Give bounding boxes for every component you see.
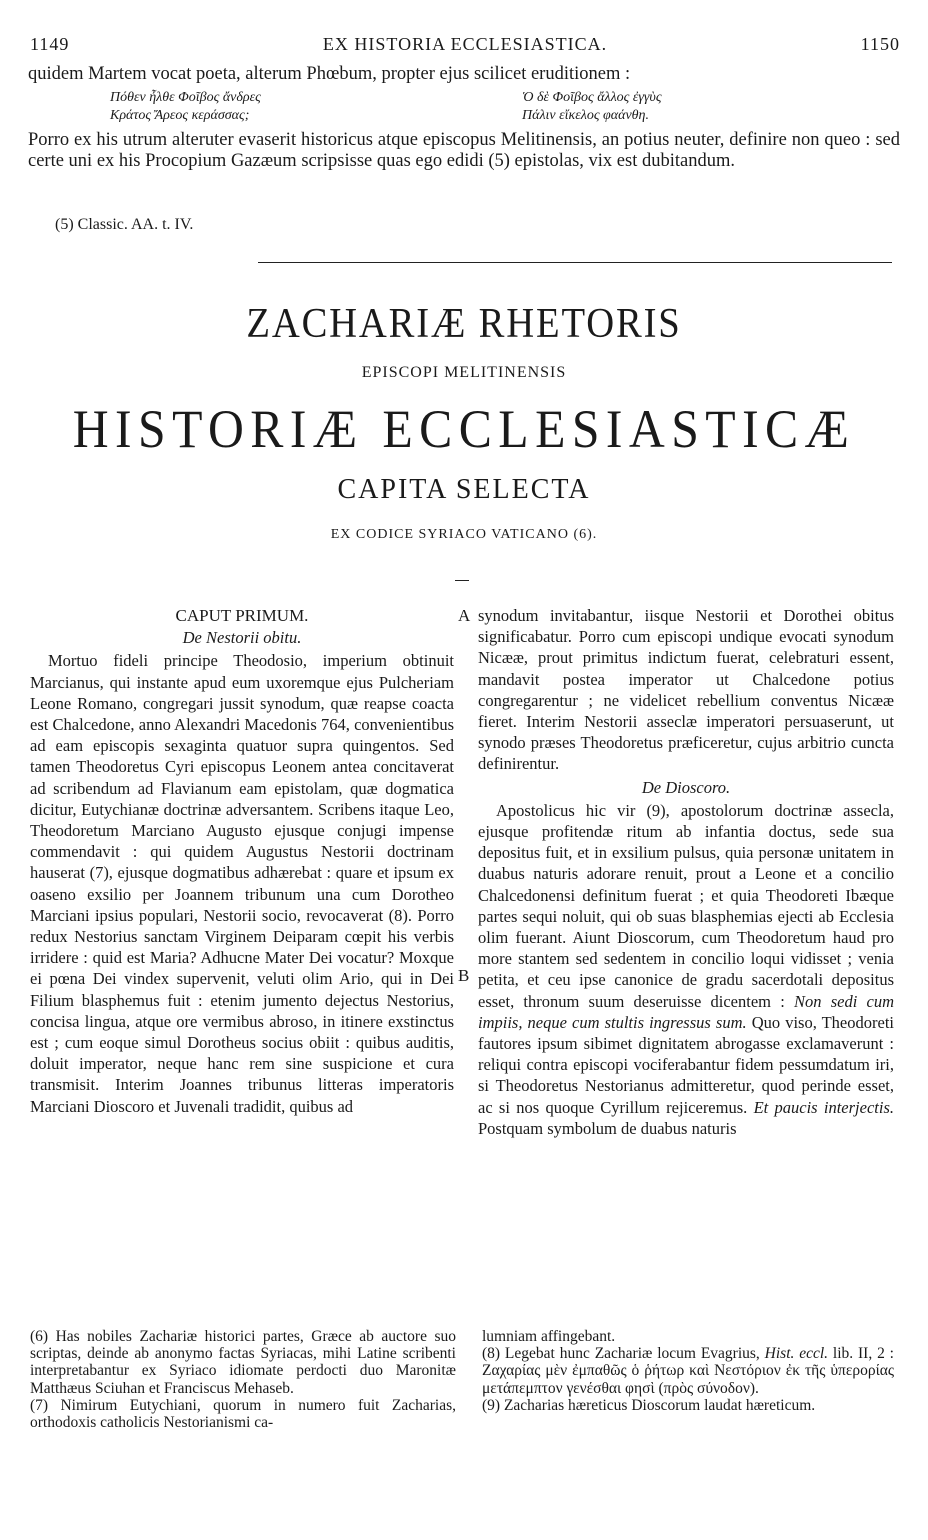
work-title: HISTORIÆ ECCLESIASTICÆ <box>72 399 856 459</box>
source-codex-line: EX CODICE SYRIACO VATICANO (6). <box>330 527 598 542</box>
right-column <box>478 605 894 1139</box>
section-divider <box>258 262 892 263</box>
footnotes-right <box>482 1328 894 1414</box>
footnotes-left <box>30 1328 456 1431</box>
section-subtitle-dioscorus: De Dioscoro. <box>641 777 731 797</box>
capita-selecta-heading: CAPITA SELECTA <box>337 474 591 505</box>
subtitle-episcopi: EPISCOPI MELITINENSIS <box>361 364 567 381</box>
top-continuation-line: quidem Martem vocat poeta, alterum Phœbum, propter ejus scilicet eruditionem : <box>28 64 631 84</box>
footnote-8-greek: lib. II, 2 : Ζαχαρίας μὲν ἐμπαθῶς ὁ ῥήτωρ καὶ Νεστόριον ἐκ τῆς ὑπερορίας μετάπεμπτον γενέσθαι φησὶ (πρὸς σύνοδον). <box>482 1345 894 1397</box>
body-text: Quo viso, Theodoreti fautores ipsum sibimet dignitatem abrogasse exclamaverunt : reliqui contra episcopi vociferabantur fidem pessumdatum iri, si Theodoretus Nestorianus admitteretur, quod perinde esset, ac si nos quoque Cyrillum rejiceremus. <box>478 1012 894 1117</box>
body-paragraph <box>478 800 894 1139</box>
chapter-heading: CAPUT PRIMUM. <box>175 606 309 625</box>
footnote-9: (9) Zacharias hæreticus Dioscorum laudat hæreticum. <box>482 1396 816 1414</box>
page-number-right: 1150 <box>860 34 900 54</box>
running-title: EX HISTORIA ECCLESIASTICA. <box>322 34 608 54</box>
body-paragraph: synodum invitabantur, iisque Nestorii et Dorothei obitus significabatur. Porro cum episcopi undique evocati synodum Nicææ, prout primitus indictum fuerat, celebraturi essent, mandavit postea imperator ut Chalcedone potius congregarentur ; ne videlicet rebellium conventus Nicææ fieret. Interim Nestorii asseclæ imperatori persuaserunt, ut synodo præses Theodoretus præficeretur, cujus arbitrio cuncta definirentur. <box>478 606 894 774</box>
running-header <box>30 34 900 60</box>
footnote-8 <box>482 1345 894 1397</box>
footnote-6: (6) Has nobiles Zachariæ historici partes, Græce ab auctore suo scriptas, deinde ab anonymo factas Syriacas, mihi Latine scribenti interpretabantur ex Syriaco idiomate perdocti duo Maronitæ Matthæus Sciuhan et Franciscus Mehaseb. <box>30 1328 456 1397</box>
footnote-7-continued: lumniam affingebant. <box>482 1328 616 1345</box>
body-text: Postquam symbolum de duabus naturis <box>478 1118 737 1138</box>
footnote-8-text: (8) Legebat hunc Zachariæ locum Evagrius, <box>482 1345 760 1363</box>
quotation: Non sedi cum impiis, neque cum stultis ingressus sum. <box>478 991 895 1032</box>
column-marker-a: A <box>458 606 471 625</box>
short-dash-divider <box>455 580 469 581</box>
body-text: Apostolicus hic vir (9), apostolorum doctrinæ assecla, ejusque profitendæ ritum ab infantia doctus, sede sua depositus fuit, et in exsilium pulsus, quia personæ unitatem in duabus naturis adorare renuit, prout a Leone et a concilio Chalcedonensi definitum fuerat ; et quia Theodoreti Ibæque partes sequi noluit, qui ob suas blasphemias ejecti ab Ecclesia olim fuerant. Aiunt Dioscorum, cum Theodoretum haud pro more stantem sed sedentem in concilio loqui vidisset ; venia petita, et ceu ipse canonice de gradu sacerdotali depositus esset, thronum suum deseruisse dicentem : <box>478 800 894 1011</box>
top-paragraph: Porro ex his utrum alteruter evaserit historicus atque episcopus Melitinensis, an potius neuter, definire non queo : sed certe uni ex his Procopium Gazæum scripsisse quas ego edidi (5) epistolas, vix est dubitandum. <box>28 130 900 171</box>
footnote-8-reference: Hist. eccl. <box>764 1345 829 1363</box>
greek-verse-left: Πόθεν ἦλθε Φοῖβος ἄνδρες <box>110 90 261 105</box>
greek-verse-left: Κράτος Ἄρεος κεράσσας; <box>110 108 250 123</box>
body-paragraph: Mortuo fideli principe Theodosio, imperium obtinuit Marcianus, qui instante apud eum uxoremque ejus Pulcheriam Leone Romano, congregari jussit synodum, quæ reapse coacta est Chalcedone, anno Alexandri Macedonis 764, convenientibus ad eam episcopis sexaginta quatuor supra quingentos. Sed tamen Theodoretus Cyri episcopus Leonem antea concitaverat ad scribendum ad Flavianum eam epistolam, quæ dogmatica dicitur, Eutychianæ doctrinæ adversantem. Scribens itaque Leo, Theodoretum Marciano Augusto ejusque conjugi impense commendavit : qui quidem Augustus Nestorii doctrinam hauserat (7), ejusque dogmatibus adhærebat : quare et ipsum ex oaseno exsilio per Joannem tribunum una cum Dorotheo Marciani ipsius populari, Nestorii socio, revocaverat (8). Porro redux Nestorius sanctam Virginem Deiparam cœpit his verbis irridere : quid est Maria? Adhucne Mater Dei vocatur? Moxque ei pœna Dei vindex supervenit, veluti olim Ario, qui in Dei Filium blasphemus fuit : etenim jumento dejectus Nestorius, concisa lingua, atque ore vermibus abroso, in itinere exstinctus est ; cum eoque simul Dorotheus socius obiit : quibus auditis, doluit imperator, neque hanc rem sine suspicione et cura transmisit. Interim Joannes tribunus litteras imperatoris Marciani Dioscoro et Juvenali tradidit, quibus ad <box>30 651 454 1116</box>
left-column <box>30 605 454 1117</box>
section-subtitle-nestorius: De Nestorii obitu. <box>182 628 302 648</box>
column-marker-b: B <box>458 966 470 985</box>
greek-verse-right: Πάλιν εἴκελος φαάνθη. <box>522 108 649 123</box>
editorial-note: Et paucis interjectis. <box>753 1097 894 1117</box>
main-title: ZACHARIÆ RHETORIS <box>246 301 682 347</box>
top-footnote: (5) Classic. AA. t. IV. <box>55 216 194 233</box>
page-number-left: 1149 <box>30 34 70 54</box>
footnote-7: (7) Nimirum Eutychiani, quorum in numero fuit Zacharias, orthodoxis catholicis Nestorianismi ca- <box>30 1396 456 1432</box>
greek-verse-right: Ὁ δὲ Φοῖβος ἄλλος ἐγγὺς <box>522 90 662 105</box>
